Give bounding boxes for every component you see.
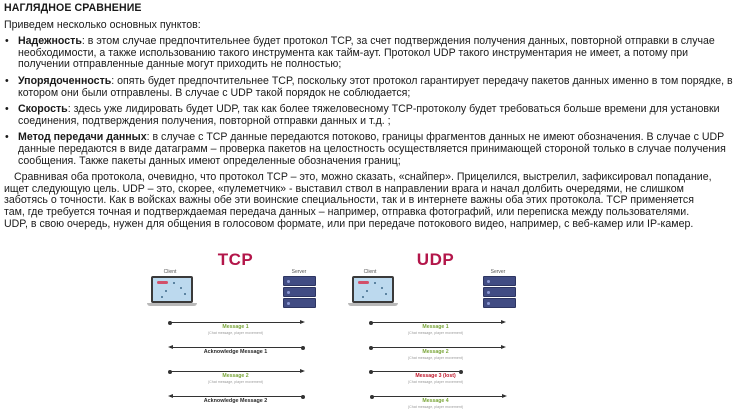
laptop-icon: [348, 276, 398, 307]
laptop-icon: [147, 276, 197, 307]
server-icon: [283, 276, 316, 308]
list-item-transfer-method: [4, 132, 746, 167]
client-label: Client: [163, 269, 177, 275]
bullet-text: : опять будет предпочтительнее TCP, поскольку этот протокол гарантирует передачу пакетов данных именно в том порядке, в котором они были отправлены. В случае с UDP такой порядок не соблюдается;: [18, 74, 733, 99]
udp-title: UDP: [416, 250, 455, 269]
bullet-icon: •: [5, 74, 9, 87]
summary-paragraph: Сравнивая оба протокола, очевидно, что протокол TCP – это, можно сказать, «снайпер». Прицелился, выстрелил, зафиксировал попадание, ищет следующую цель. UDP – это, скорее, «пулеметчик» - выставил ствол в направлении врага и начал долбить очередями, не слишком заботясь о точности. Как в войсках важны обе эти воинские специальности, так и в интернете важны оба этих протокола. TCP применяется там, где требуется точная и подтверждаемая передача данных – например, отправка фотографий, или переписка между пользователями. UDP, в свою очередь, нужен для общения в голосовом формате, или при передаче потокового видео, например, с веб-камер или IP-камер.: [4, 171, 712, 230]
intro-text: Приведем несколько основных пунктов:: [4, 18, 201, 31]
bullet-term: Скорость: [18, 103, 68, 116]
udp-diagram: UDP Client Server Message 1 (Chat message, player movement) Message 2 (Chat message, player movement) Message 3 (lost) (Chat message, player movement) Message 4 (Chat message, player movement): [343, 248, 528, 420]
bullet-text: : в этом случае предпочтительнее будет протокол TCP, за счет подтверждения получения данных, повторной отправки в случае необходимости, а также использованию такого инструмента как тайм-аут. Протокол UDP такого инструментария не имеет, а потому при получении отправленные данные могут приходить не полностью;: [18, 35, 715, 71]
bullet-text: : в случае с TCP данные передаются потоково, границы фрагментов данных не имеют обозначения. В случае с UDP данные передаются в виде датаграмм – проверка пакетов на целостность осуществляется принимающей стороной только в случае получения сообщения. Также пакеты данных имеют определенные обозначения границ;: [18, 131, 726, 167]
document-body: [4, 3, 746, 230]
bullet-term: Метод передачи данных: [18, 131, 147, 144]
bullet-icon: •: [5, 131, 9, 144]
bullet-icon: •: [5, 103, 9, 116]
client-label: Client: [363, 269, 377, 275]
bullet-term: Упорядоченность: [18, 74, 112, 87]
bullet-icon: •: [5, 35, 9, 48]
server-label: Server: [490, 269, 506, 275]
list-item-speed: [4, 104, 746, 127]
server-icon: [483, 276, 516, 308]
list-item-ordering: [4, 76, 746, 99]
bullet-term: Надежность: [18, 35, 82, 48]
bullet-text: : здесь уже лидировать будет UDP, так как более тяжеловесному TCP-протоколу будет требоваться больше времени для установки соединения, подтверждения получения, повторной отправки данных и т.д. ;: [18, 103, 720, 127]
tcp-diagram: TCP Client Server Message 1 (Chat message, player movement) Acknowledge Message 1 Message 2 (Chat message, player movement) Acknowledge Message 2: [143, 248, 328, 420]
tcp-title: TCP: [217, 250, 254, 269]
comparison-list: [4, 36, 746, 167]
page-title: НАГЛЯДНОЕ СРАВНЕНИЕ: [4, 2, 142, 14]
server-label: Server: [291, 269, 307, 275]
list-item-reliability: [4, 36, 746, 71]
